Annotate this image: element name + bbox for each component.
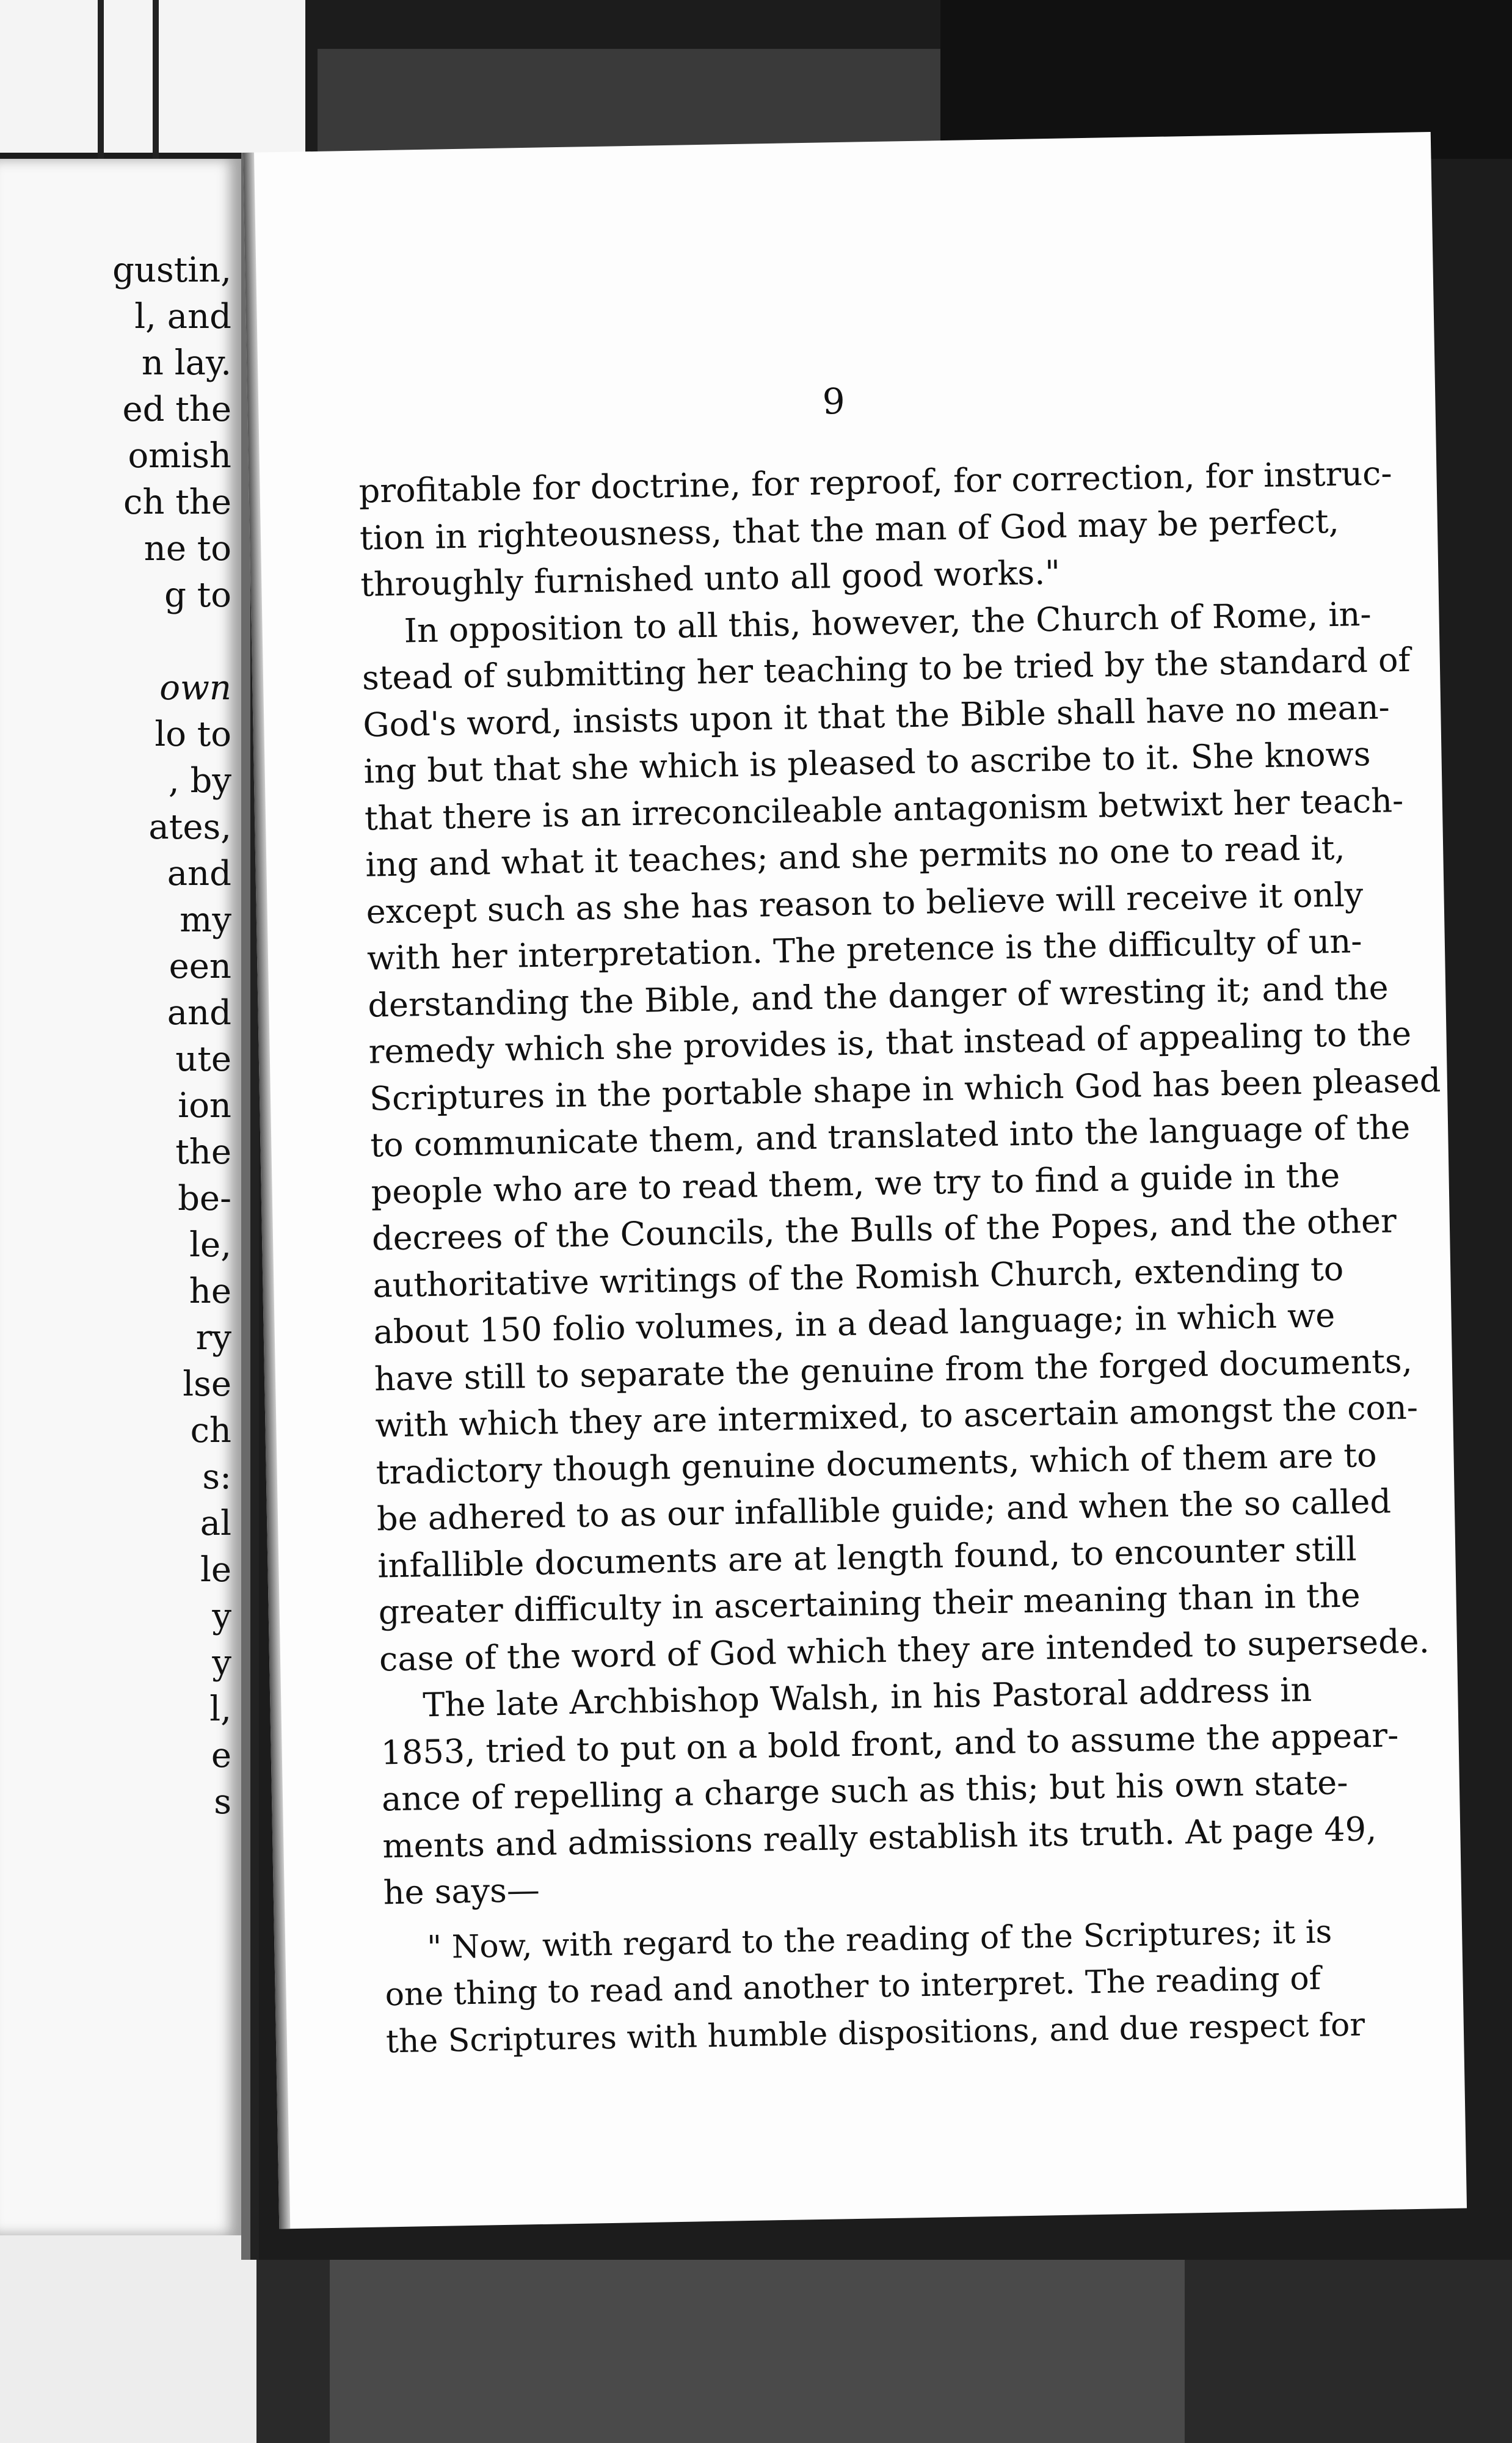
left-page-line: e: [211, 1736, 231, 1775]
left-page-line: my: [180, 900, 231, 940]
left-page: [0, 159, 241, 2235]
page-edge-gap: [153, 0, 159, 159]
text-line: decrees of the Councils, the Bulls of the Popes, and the other: [371, 1201, 1397, 1258]
left-page-line: s: [214, 1782, 231, 1822]
left-page-line: omish: [128, 436, 231, 476]
text-line: The late Archbishop Walsh, in his Pastoral address in: [422, 1670, 1312, 1725]
text-line: except such as she has reason to believe will receive it only: [366, 875, 1364, 931]
left-page-line: g to: [164, 575, 231, 615]
text-line: ance of repelling a charge such as this; but his own state-: [381, 1763, 1348, 1819]
scan-backdrop-strip: [330, 2260, 1185, 2443]
text-line: he says—: [383, 1870, 540, 1912]
paragraph: [380, 1667, 1399, 1916]
left-page-line: ch: [190, 1411, 231, 1451]
text-line: derstanding the Bible, and the danger of wresting it; and the: [367, 967, 1389, 1025]
left-page-line: ates,: [148, 807, 231, 847]
text-line: 1853, tried to put on a bold front, and to assume the appear-: [380, 1715, 1399, 1772]
text-line: with which they are intermixed, to ascertain amongst the con-: [374, 1388, 1419, 1445]
text-line: stead of submitting her teaching to be tried by the standard of: [362, 640, 1411, 697]
left-page-line: l, and: [134, 297, 231, 337]
left-page-line: lo to: [154, 715, 231, 754]
text-line: to communicate them, and translated into the language of the: [369, 1107, 1411, 1165]
text-line: God's word, insists upon it that the Bible shall have no mean-: [362, 687, 1390, 745]
paragraph: [358, 453, 1393, 608]
text-line: infallible documents are at length found, to encounter still: [377, 1529, 1357, 1586]
left-page-line: n lay.: [141, 343, 231, 383]
text-line: authoritative writings of the Romish Church, extending to: [372, 1249, 1344, 1305]
text-line: profitable for doctrine, for reproof, for correction, for instruc-: [358, 454, 1393, 511]
left-page-line: the: [175, 1132, 231, 1172]
text-line: ing and what it teaches; and she permits no one to read it,: [365, 828, 1346, 884]
text-line: remedy which she provides is, that instead of appealing to the: [368, 1014, 1412, 1071]
text-line: throughly furnished unto all good works.": [360, 553, 1061, 604]
quote-line: " Now, with regard to the reading of the Scriptures; it is: [426, 1913, 1332, 1966]
left-page-line: le: [200, 1550, 231, 1590]
left-page-line: s:: [202, 1457, 231, 1497]
left-page-line: ed the: [122, 390, 231, 429]
text-line: that there is an irreconcileable antagonism betwixt her teach-: [364, 781, 1404, 838]
page-edge-gap: [98, 0, 104, 159]
text-line: ing but that she which is pleased to ascribe to it. She knows: [363, 734, 1371, 791]
page-body: [358, 453, 1441, 2066]
left-page-line: y: [212, 1597, 231, 1636]
text-line: case of the word of God which they are intended to supersede.: [379, 1621, 1430, 1678]
text-line: have still to separate the genuine from the forged documents,: [374, 1341, 1413, 1399]
left-page-line: l,: [209, 1689, 231, 1729]
left-page-line: own: [159, 668, 231, 708]
paragraph: [361, 592, 1441, 1683]
left-page-line: be-: [178, 1179, 231, 1218]
quote-line: the Scriptures with humble dispositions, and due respect for: [385, 2006, 1365, 2060]
text-line: Scriptures in the portable shape in which God has been pleased: [369, 1060, 1441, 1118]
left-page-line: , by: [168, 761, 231, 801]
left-page-line: ne to: [144, 529, 231, 569]
text-line: ments and admissions really establish its truth. At page 49,: [382, 1809, 1377, 1865]
page-number: 9: [822, 380, 846, 423]
text-line: tradictory though genuine documents, which of them are to: [376, 1435, 1378, 1492]
left-page-line: een: [169, 947, 231, 986]
left-page-line: y: [212, 1643, 231, 1683]
left-page-line: and: [167, 854, 231, 894]
text-line: people who are to read them, we try to find a guide in the: [371, 1156, 1340, 1212]
quote-line: one thing to read and another to interpret. The reading of: [385, 1960, 1321, 2014]
page-edges-bottom: [0, 2229, 256, 2443]
text-line: In opposition to all this, however, the Church of Rome, in-: [404, 594, 1372, 650]
left-page-line: ry: [195, 1318, 231, 1358]
right-page: [243, 132, 1467, 2229]
text-line: greater difficulty in ascertaining their meaning than in the: [378, 1576, 1361, 1632]
block-quote: [384, 1909, 1365, 2065]
left-page-line: ch the: [123, 482, 231, 522]
left-page-line: lse: [183, 1364, 231, 1404]
text-line: about 150 folio volumes, in a dead language; in which we: [373, 1296, 1336, 1352]
text-line: tion in righteousness, that the man of God may be perfect,: [359, 501, 1340, 558]
text-line: with her interpretation. The pretence is the difficulty of un-: [366, 922, 1362, 978]
left-page-line: le,: [189, 1225, 231, 1265]
left-page-line: al: [200, 1504, 231, 1543]
left-page-line: and: [167, 993, 231, 1033]
text-line: be adhered to as our infallible guide; and when the so called: [376, 1482, 1392, 1538]
left-page-line: gustin,: [112, 250, 231, 290]
left-page-line: ute: [175, 1039, 231, 1079]
left-page-line: he: [189, 1272, 231, 1311]
left-page-line: ion: [178, 1086, 231, 1126]
